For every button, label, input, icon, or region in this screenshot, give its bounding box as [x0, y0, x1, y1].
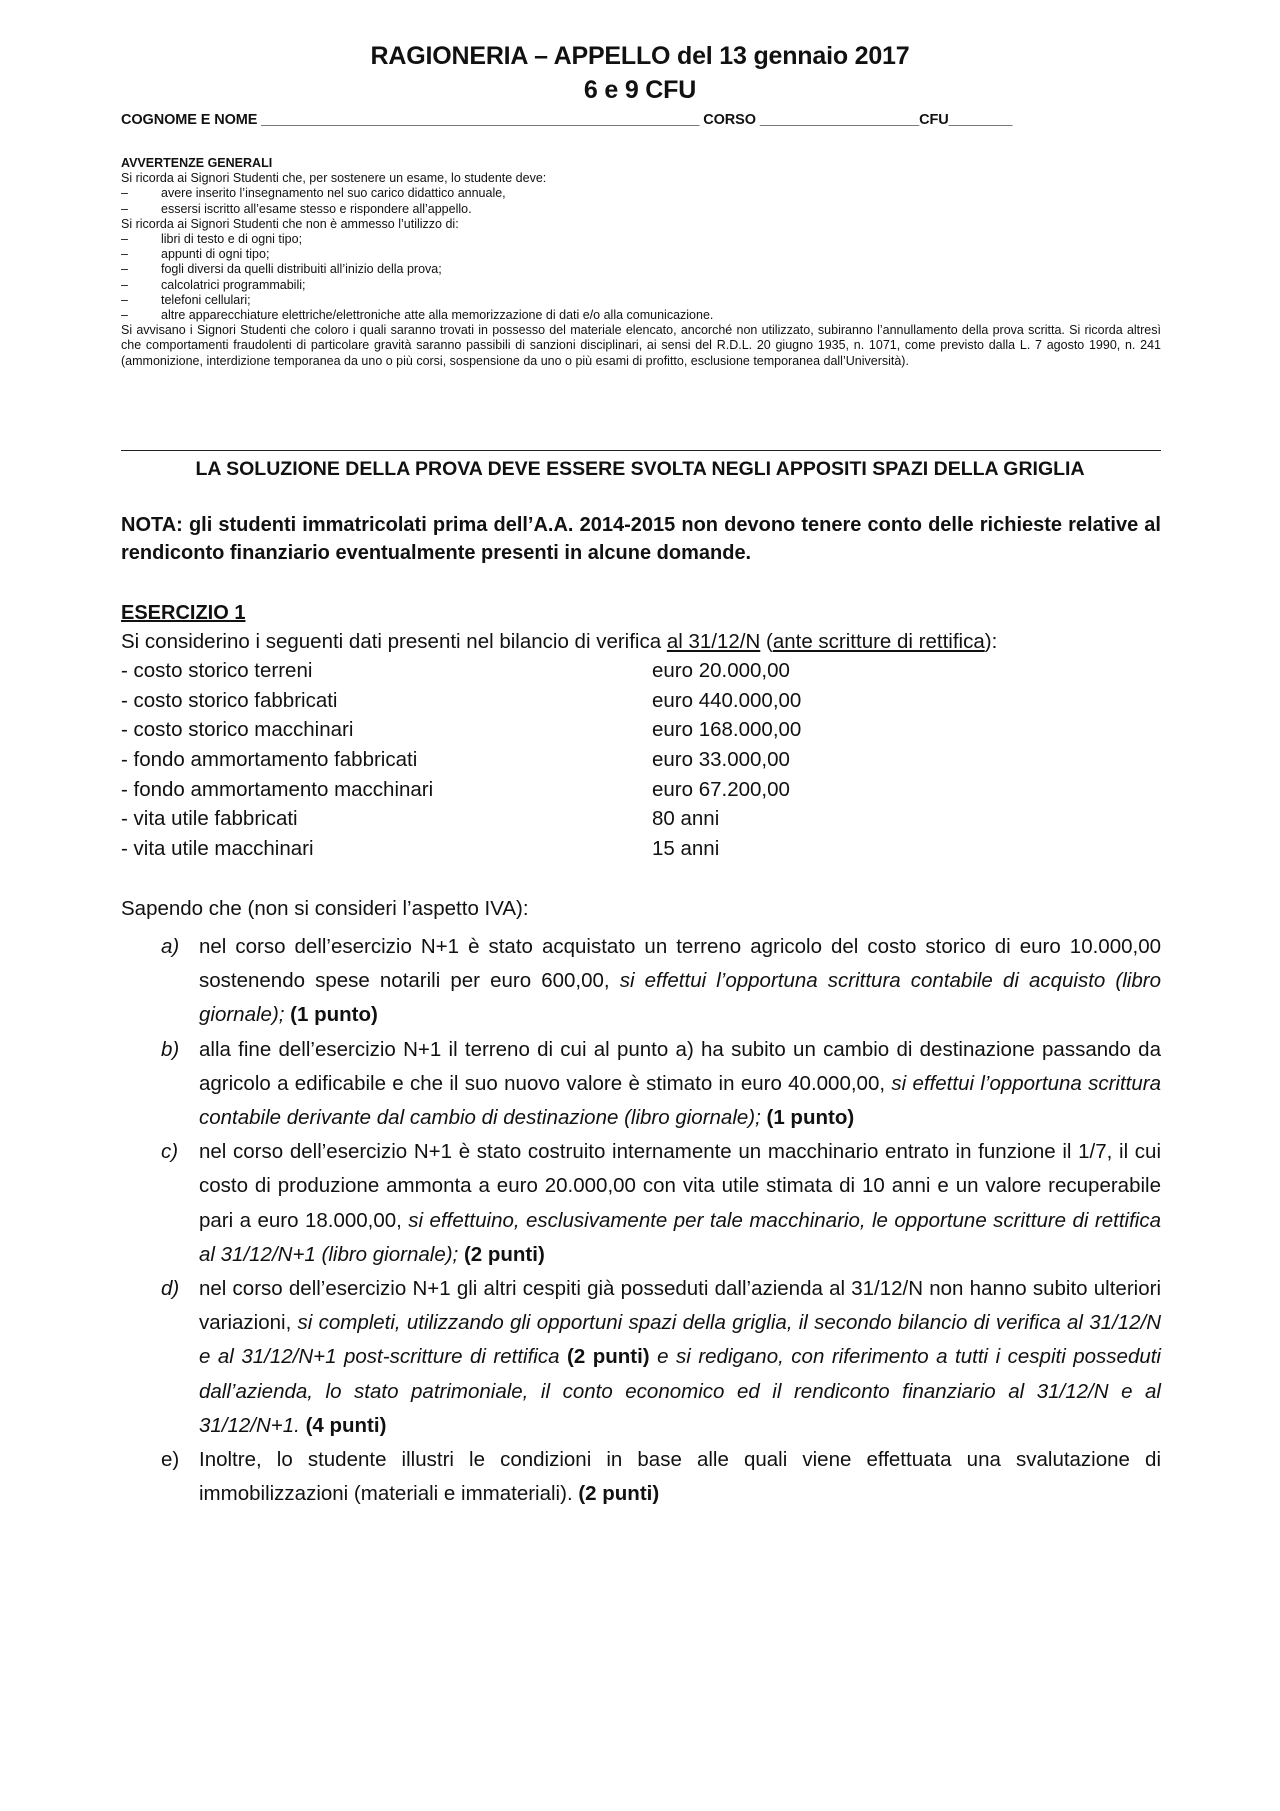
data-row: [121, 718, 1021, 748]
dash-bullet: –: [121, 292, 128, 307]
dash-bullet: –: [121, 262, 128, 277]
data-row: [121, 659, 1021, 689]
data-value: euro 33.000,00: [652, 748, 790, 772]
data-value: euro 20.000,00: [652, 659, 790, 682]
requirement-item: – essersi iscritto all’esame stesso e rispondere all’appello.: [121, 201, 472, 216]
question-marker: a): [161, 935, 180, 958]
dash-bullet: –: [121, 232, 128, 247]
exercise-intro: Si considerino i seguenti dati presenti nel bilancio di verifica al 31/12/N (ante scritture di rettifica):: [121, 630, 998, 653]
forbidden-item: – libri di testo e di ogni tipo;: [121, 232, 303, 247]
general-warnings: [121, 156, 1161, 369]
question-item-a: a) nel corso dell’esercizio N+1 è stato acquistato un terreno agricolo del costo storico di euro 10.000,00 sostenendo spese notarili per euro 600,00, si effettui l’opportuna scrittura contabile di acquisto (libro giornale); (1 punto): [121, 930, 1161, 1033]
data-row: [121, 748, 1021, 778]
data-row: [121, 837, 1021, 867]
data-value: euro 67.200,00: [652, 777, 790, 801]
assumptions-intro: Sapendo che (non si consideri l’aspetto IVA):: [121, 897, 529, 920]
data-label: - costo storico macchinari: [121, 718, 354, 742]
requirement-item: – avere inserito l’insegnamento nel suo carico didattico annuale,: [121, 186, 506, 201]
data-label: - fondo ammortamento fabbricati: [121, 748, 418, 772]
forbidden-item: – telefoni cellulari;: [121, 292, 251, 307]
data-label: - vita utile fabbricati: [121, 807, 298, 831]
data-row: [121, 689, 1021, 719]
solution-banner: LA SOLUZIONE DELLA PROVA DEVE ESSERE SVOLTA NEGLI APPOSITI SPAZI DELLA GRIGLIA: [195, 458, 1085, 480]
dash-bullet: –: [121, 308, 128, 323]
question-item-c: c) nel corso dell’esercizio N+1 è stato costruito internamente un macchinario entrato in funzione il 1/7, il cui costo di produzione ammonta a euro 20.000,00 con vita utile stimata di 10 anni e un valore recuperabile pari a euro 18.000,00, si effettuino, esclusivamente per tale macchinario, le opportune scritture di rettifica al 31/12/N+1 (libro giornale); (2 punti): [121, 1135, 1161, 1272]
dash-bullet: –: [121, 277, 128, 292]
warnings-heading: AVVERTENZE GENERALI: [121, 156, 273, 170]
exam-credits: 6 e 9 CFU: [583, 76, 697, 104]
question-marker: d): [161, 1277, 180, 1301]
question-marker: b): [161, 1037, 180, 1061]
data-value: 15 anni: [652, 837, 720, 861]
question-marker: e): [161, 1448, 180, 1472]
data-label: - costo storico terreni: [121, 659, 313, 682]
data-label: - vita utile macchinari: [121, 837, 314, 861]
data-value: euro 168.000,00: [652, 718, 802, 742]
data-value: euro 440.000,00: [652, 688, 802, 712]
warnings-intro-requirements: Si ricorda ai Signori Studenti che, per sostenere un esame, lo studente deve:: [121, 171, 547, 186]
data-row: [121, 778, 1021, 808]
dash-bullet: –: [121, 201, 128, 216]
data-label: - costo storico fabbricati: [121, 688, 338, 712]
question-marker: c): [161, 1140, 179, 1164]
section-divider: [121, 450, 1161, 451]
exam-title: RAGIONERIA – APPELLO del 13 gennaio 2017: [370, 42, 910, 70]
data-label: - fondo ammortamento macchinari: [121, 777, 434, 801]
forbidden-item: – calcolatrici programmabili;: [121, 277, 306, 292]
note-paragraph: NOTA: gli studenti immatricolati prima dell’A.A. 2014-2015 non devono tenere conto delle richieste relative al rendiconto finanziario eventualmente presenti in alcune domande.: [121, 514, 1161, 564]
sanctions-notice: Si avvisano i Signori Studenti che coloro i quali saranno trovati in possesso del materiale elencato, ancorché non utilizzato, subiranno l’annullamento della prova scritta. Si ricorda altresì che comportamenti fraudolenti di particolare gravità saranno passibili di sanzioni disciplinari, ai sensi del R.D.L. 20 giugno 1935, n. 1071, come previsto dalla L. 7 agosto 1990, n. 241 (ammonizione, interdizione temporanea da uno o più corsi, sospensione da uno o più esami di profitto, esclusione temporanea dall’Università).: [121, 323, 1161, 368]
student-info-field: COGNOME E NOME _______________________________________________________ CORSO ____________________CFU________: [121, 112, 1013, 128]
dash-bullet: –: [121, 247, 128, 262]
forbidden-item: – appunti di ogni tipo;: [121, 247, 270, 262]
warnings-intro-forbidden: Si ricorda ai Signori Studenti che non è ammesso l’utilizzo di:: [121, 216, 459, 231]
question-item-e: e) Inoltre, lo studente illustri le condizioni in base alle quali viene effettuata una svalutazione di immobilizzazioni (materiali e immateriali). (2 punti): [121, 1443, 1161, 1511]
data-value: 80 anni: [652, 807, 720, 831]
dash-bullet: –: [121, 186, 128, 201]
exercise-questions: [121, 930, 1161, 1511]
exercise-title: ESERCIZIO 1: [121, 602, 246, 624]
question-item-b: b) alla fine dell’esercizio N+1 il terreno di cui al punto a) ha subito un cambio di destinazione passando da agricolo a edificabile e che il suo nuovo valore è stimato in euro 40.000,00, si effettui l’opportuna scrittura contabile derivante dal cambio di destinazione (libro giornale); (1 punto): [121, 1033, 1161, 1136]
question-item-d: d) nel corso dell’esercizio N+1 gli altri cespiti già posseduti dall’azienda al 31/12/N non hanno subito ulteriori variazioni, si completi, utilizzando gli opportuni spazi della griglia, il secondo bilancio di verifica al 31/12/N e al 31/12/N+1 post-scritture di rettifica (2 punti) e si redigano, con riferimento a tutti i cespiti posseduti dall’azienda, lo stato patrimoniale, il conto economico ed il rendiconto finanziario al 31/12/N e al 31/12/N+1. (4 punti): [121, 1272, 1161, 1443]
forbidden-item: – fogli diversi da quelli distribuiti all’inizio della prova;: [121, 262, 442, 277]
forbidden-item: – altre apparecchiature elettriche/elettroniche atte alla memorizzazione di dati e/o alla comunicazione.: [121, 308, 714, 323]
trial-balance-data: [121, 659, 1021, 867]
data-row: [121, 807, 1021, 837]
